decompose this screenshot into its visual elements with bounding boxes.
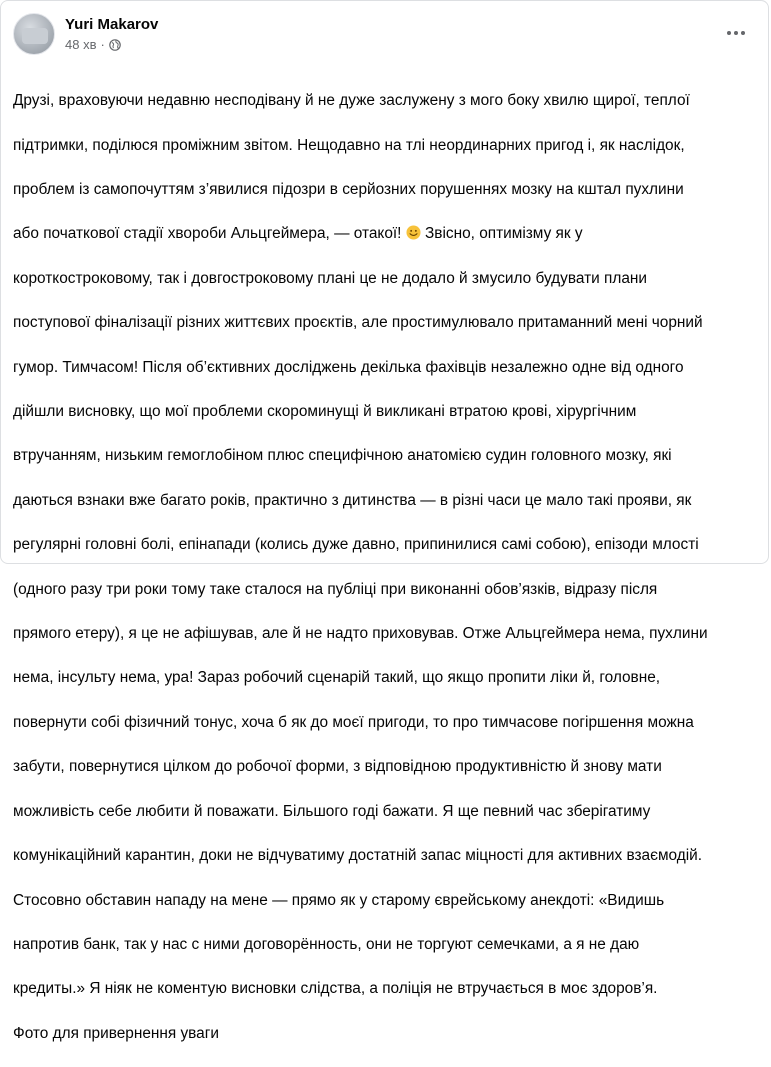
text-line-11: регулярні головні болі, епінапади (колись дуже давно, припинилися самі собою), епізоди млості: [13, 536, 699, 554]
text-line-22: Фото для привернення уваги: [13, 1024, 219, 1042]
post-time[interactable]: 48 хв: [65, 37, 97, 52]
text-line-19: Стосовно обставин нападу на мене — прямо як у старому єврейському анекдоті: «Видишь: [13, 891, 665, 909]
text-line-20: напротив банк, так у нас с ними договорённость, они не торгуют семечками, а я не даю: [13, 935, 640, 953]
text-line-7: гумор. Тимчасом! Після об’єктивних досліджень декілька фахівців незалежно одне від одного: [13, 358, 684, 376]
text-line-2: підтримки, поділюся проміжним звітом. Нещодавно на тлі неординарних пригод і, як наслідок,: [13, 136, 685, 154]
post-header: [13, 13, 158, 55]
text-line-15: повернути собі фізичний тонус, хоча б як до моєї пригоди, то про тимчасове погіршення можна: [13, 713, 694, 731]
text-line-6: поступової фіналізації різних життєвих проєктів, але простимулювало притаманний мені чорний: [13, 314, 703, 332]
text-line-17: можливість себе любити й поважати. Більшого годі бажати. Я ще певний час зберігатиму: [13, 802, 651, 820]
text-line-9: втручанням, низьким гемоглобіном плюс специфічною анатомією судин головного мозку, які: [13, 447, 672, 465]
text-line-13: прямого етеру), я це не афішував, але й не надто приховував. Отже Альцгеймера нема, пухлини: [13, 625, 708, 643]
globe-icon[interactable]: [109, 39, 121, 51]
text-line-10: даються взнаки вже багато років, практично з дитинства — в різні часи це мало такі прояви, як: [13, 491, 692, 509]
author-name[interactable]: Yuri Makarov: [65, 16, 159, 33]
smiling-face-emoji: [406, 225, 421, 240]
text-line-1: Друзі, враховуючи недавню несподівану й не дуже заслужену з мого боку хвилю щирої, теплої: [13, 92, 690, 110]
separator-dot: ·: [100, 37, 105, 52]
dot-3: [741, 31, 745, 35]
text-line-4: [13, 223, 765, 245]
text-line-5: короткостроковому, так і довгостроковому плані це не додало й змусило будувати плани: [13, 269, 647, 287]
text-line-3: проблем із самопочуттям з’явилися підозри в серйозних порушеннях мозку на кштал пухлини: [13, 181, 684, 199]
text-line-8: дійшли висновку, що мої проблеми скороминущі й викликані втратою крові, хірургічним: [13, 403, 637, 421]
post-meta: [65, 15, 158, 53]
text-line-14: нема, інсульту нема, ура! Зараз робочий сценарій такий, що якщо пропити ліки й, головне,: [13, 669, 661, 687]
author-avatar[interactable]: [13, 13, 55, 55]
text-line-18: комунікаційний карантин, доки не відчуватиму достатній запас міцності для активних взаємодій.: [13, 847, 703, 865]
text-line-12: (одного разу три роки тому таке сталося на публіці при виконанні обов’язків, відразу після: [13, 580, 658, 598]
text-line-16: забути, повернутися цілком до робочої форми, з відповідною продуктивністю й знову мати: [13, 758, 662, 776]
text-line-4-start: або початкової стадії хвороби Альцгеймера, — отакої!: [13, 225, 402, 243]
post-text: [13, 68, 765, 1067]
more-dots-icon[interactable]: [722, 23, 750, 43]
text-line-21: кредиты.» Я ніяк не коментую висновки слідства, а поліція не втручається в моє здоров’я.: [13, 980, 658, 998]
avatar-photo: [22, 28, 48, 44]
text-line-4-end: Звісно, оптимізму як у: [425, 225, 583, 243]
dot-1: [727, 31, 731, 35]
dot-2: [734, 31, 738, 35]
post-subline: [65, 36, 158, 53]
